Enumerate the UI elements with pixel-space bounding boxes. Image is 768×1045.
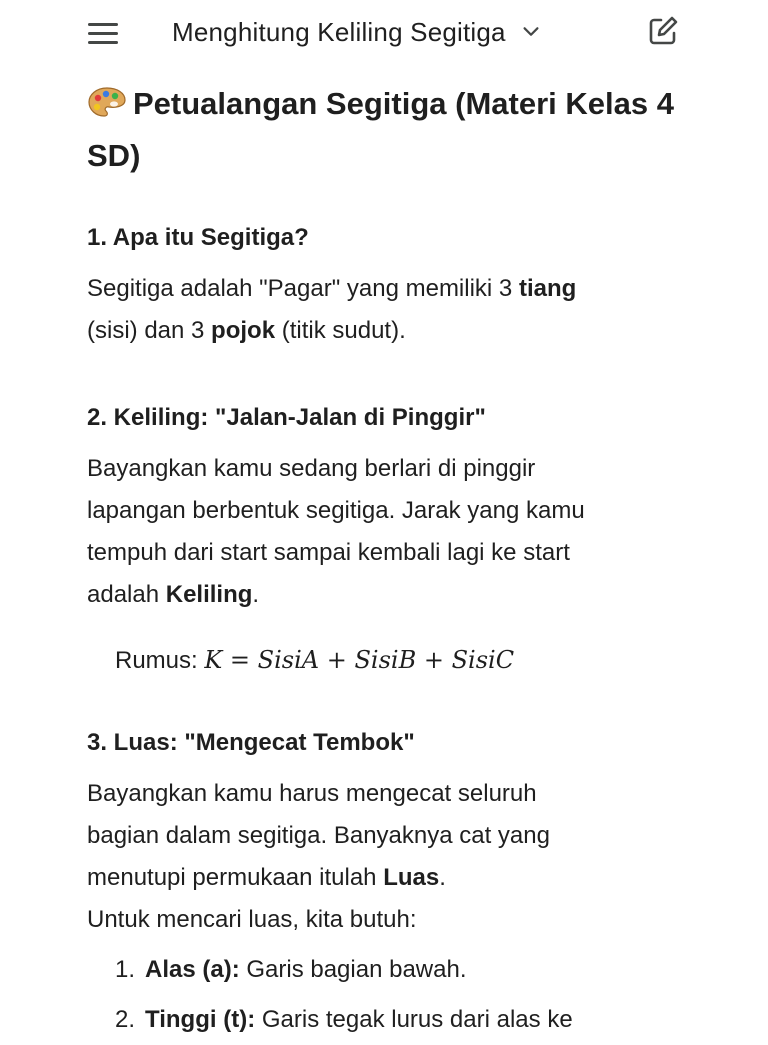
artist-palette-icon xyxy=(87,86,127,118)
new-chat-edit-icon[interactable] xyxy=(646,14,680,48)
document-title xyxy=(87,78,687,182)
list-item: 1. Alas (a): Garis bagian bawah. xyxy=(114,956,467,983)
section-3-paragraph: Bayangkan kamu harus mengecat seluruh bagian dalam segitiga. Banyaknya cat yang menutupi permukaan itulah Luas. Untuk mencari luas, kita butuh: xyxy=(87,780,550,933)
conversation-title-dropdown[interactable] xyxy=(172,14,542,50)
menu-icon[interactable] xyxy=(88,18,124,48)
area-requirements-list xyxy=(87,945,687,1045)
perimeter-formula-math: K = SisiA + SisiB + SisiC xyxy=(204,646,515,674)
section-2-heading: 2. Keliling: "Jalan-Jalan di Pinggir" xyxy=(87,404,486,431)
top-app-bar xyxy=(0,0,768,64)
chevron-down-icon xyxy=(520,21,542,43)
perimeter-formula: Rumus: K = SisiA + SisiB + SisiC xyxy=(115,646,515,674)
document-title-text: Petualangan Segitiga (Materi Kelas 4 SD) xyxy=(87,86,674,173)
section-1-heading: 1. Apa itu Segitiga? xyxy=(87,224,309,251)
list-item: 2. Tinggi (t): Garis tegak lurus dari alas ke xyxy=(114,1006,573,1033)
section-1-paragraph: Segitiga adalah "Pagar" yang memiliki 3 tiang (sisi) dan 3 pojok (titik sudut). xyxy=(87,275,577,344)
section-2-paragraph: Bayangkan kamu sedang berlari di pinggir lapangan berbentuk segitiga. Jarak yang kamu tempuh dari start sampai kembali lagi ke start adalah Keliling. xyxy=(87,455,585,608)
response-content xyxy=(87,78,687,1045)
section-3-heading: 3. Luas: "Mengecat Tembok" xyxy=(87,729,415,756)
conversation-title: Menghitung Keliling Segitiga xyxy=(172,16,506,47)
